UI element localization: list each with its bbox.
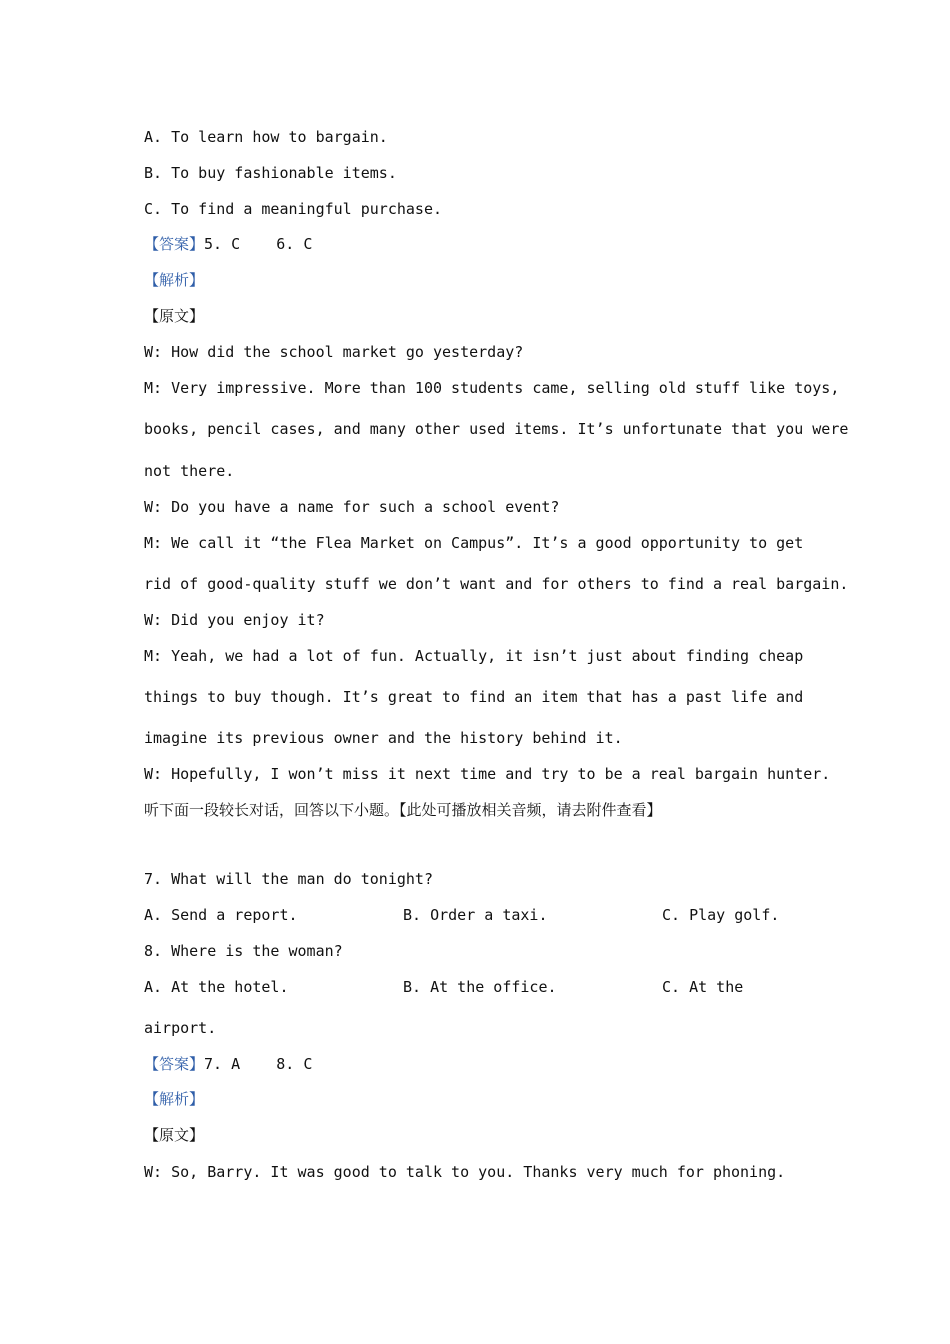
option-c: C. To find a meaningful purchase. [144,200,443,218]
q7-option-a: A. Send a report. [144,906,298,924]
dialogue-line: M: Yeah, we had a lot of fun. Actually, it isn’t just about finding cheap [144,647,804,665]
dialogue-line: not there. [144,462,235,480]
transcript-label: 【原文】 [144,307,205,325]
answer-line-2 [144,1053,312,1075]
option-b: B. To buy fashionable items. [144,164,397,182]
analysis-label: 【解析】 [144,271,205,289]
answer-label: 【答案】 [144,1055,205,1073]
dialogue-line: W: Hopefully, I won’t miss it next time and try to be a real bargain hunter. [144,765,831,783]
question-8: 8. Where is the woman? [144,942,343,960]
analysis-label: 【解析】 [144,1090,205,1108]
answer-line-1 [144,233,312,255]
answer-text: 7. A 8. C [204,1055,313,1073]
dialogue-line: rid of good-quality stuff we don’t want and for others to find a real bargain. [144,575,849,593]
dialogue-line: W: How did the school market go yesterday? [144,343,524,361]
dialogue-line: things to buy though. It’s great to find an item that has a past life and [144,688,804,706]
question-7: 7. What will the man do tonight? [144,870,433,888]
q8-option-c: C. At the [662,978,744,996]
option-a: A. To learn how to bargain. [144,128,388,146]
dialogue-line: W: Did you enjoy it? [144,611,325,629]
dialogue-line: W: Do you have a name for such a school event? [144,498,560,516]
answer-text: 5. C 6. C [204,235,313,253]
dialogue-line: books, pencil cases, and many other used items. It’s unfortunate that you were [144,420,849,438]
transcript-label: 【原文】 [144,1126,205,1144]
listening-instruction: 听下面一段较长对话，回答以下小题。【此处可播放相关音频，请去附件查看】 [144,801,662,819]
q8-option-b: B. At the office. [403,978,557,996]
dialogue-line: W: So, Barry. It was good to talk to you. Thanks very much for phoning. [144,1163,786,1181]
dialogue-line: M: We call it “the Flea Market on Campus”. It’s a good opportunity to get [144,534,804,552]
q8-option-c-continued: airport. [144,1019,217,1037]
q7-option-b: B. Order a taxi. [403,906,548,924]
dialogue-line: M: Very impressive. More than 100 students came, selling old stuff like toys, [144,379,840,397]
q8-option-a: A. At the hotel. [144,978,289,996]
dialogue-line: imagine its previous owner and the history behind it. [144,729,623,747]
answer-label: 【答案】 [144,235,205,253]
q7-option-c: C. Play golf. [662,906,780,924]
